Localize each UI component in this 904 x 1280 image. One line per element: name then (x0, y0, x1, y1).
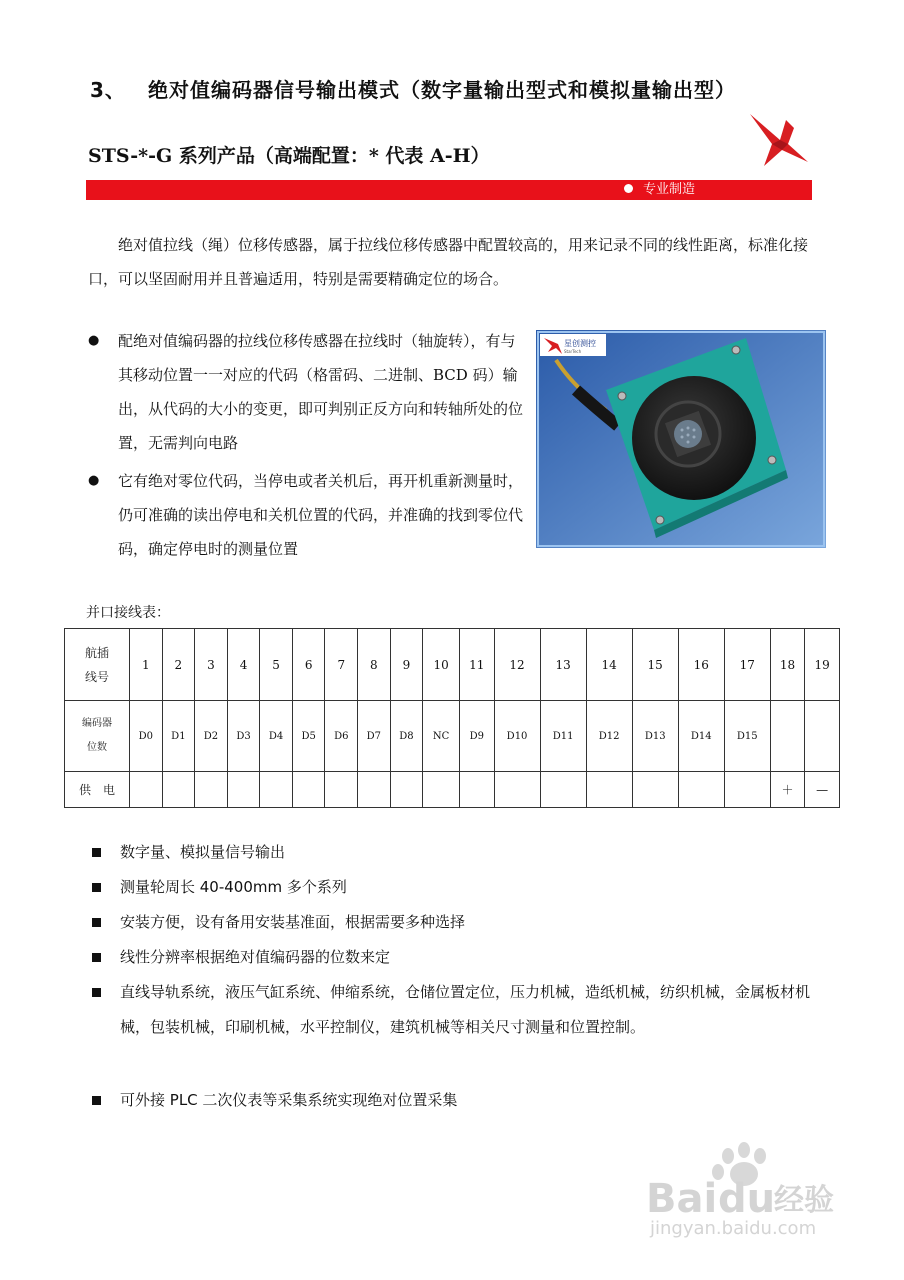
table-cell: D10 (494, 701, 540, 772)
table-cell (423, 772, 460, 808)
star-logo-icon (742, 100, 812, 170)
table-cell: 4 (227, 629, 260, 701)
feature-item (92, 1083, 832, 1118)
header-line: 航插 (84, 645, 109, 660)
table-cell: 13 (540, 629, 586, 701)
product-photo (536, 330, 826, 548)
banner-text: 专业制造 (643, 182, 696, 197)
table-cell (292, 772, 325, 808)
table-cell: D9 (460, 701, 494, 772)
table-cell (390, 772, 423, 808)
table-cell (325, 772, 358, 808)
table-cell (358, 772, 391, 808)
table-cell: 17 (724, 629, 770, 701)
table-cell: D13 (632, 701, 678, 772)
table-row (65, 772, 840, 808)
feature-item (92, 940, 832, 975)
table-caption: 并口接线表： (86, 605, 170, 621)
table-cell: D11 (540, 701, 586, 772)
table-cell: 8 (358, 629, 391, 701)
table-cell (162, 772, 195, 808)
watermark-url: jingyan.baidu.com (650, 1218, 817, 1239)
table-cell: 9 (390, 629, 423, 701)
table-cell (540, 772, 586, 808)
square-bullet-icon (92, 918, 101, 927)
table-cell (724, 772, 770, 808)
table-cell: ＋ (770, 772, 804, 808)
table-cell: D1 (162, 701, 195, 772)
photo-brand-sub: StarTech (564, 349, 582, 354)
section-number: 3、 (90, 78, 126, 102)
square-bullet-icon (92, 1096, 101, 1105)
watermark-cn: 经验 (774, 1183, 834, 1218)
feature-item (92, 870, 832, 905)
baidu-watermark (646, 1142, 856, 1242)
banner-label (624, 180, 695, 200)
bullet-dot-icon (624, 184, 633, 193)
bullet-dot-icon: ● (88, 333, 100, 348)
photo-brand: 星创测控 (564, 339, 596, 348)
table-cell: D14 (678, 701, 724, 772)
banner-bar (86, 180, 812, 200)
table-cell (678, 772, 724, 808)
table-cell: 11 (460, 629, 494, 701)
header-line: 线号 (84, 669, 109, 684)
row-header-encoder-bit (65, 701, 130, 772)
square-bullet-icon (92, 883, 101, 892)
table-cell: 1 (130, 629, 163, 701)
table-cell: 10 (423, 629, 460, 701)
feature-text: 可外接 PLC 二次仪表等采集系统实现绝对位置采集 (120, 1091, 458, 1109)
table-cell: 2 (162, 629, 195, 701)
square-bullet-icon (92, 848, 101, 857)
table-cell: D7 (358, 701, 391, 772)
section-heading (90, 74, 736, 103)
table-cell (494, 772, 540, 808)
table-cell (632, 772, 678, 808)
table-cell: 7 (325, 629, 358, 701)
table-cell: D3 (227, 701, 260, 772)
table-cell: 5 (260, 629, 293, 701)
header-line: 位数 (87, 742, 107, 753)
table-cell: D15 (724, 701, 770, 772)
feature-text: 安装方便，设有备用安装基准面，根据需要多种选择 (120, 913, 466, 931)
table-cell: 12 (494, 629, 540, 701)
table-cell: 16 (678, 629, 724, 701)
table-cell: D8 (390, 701, 423, 772)
row-header-pin-number (65, 629, 130, 701)
feature-text: 线性分辨率根据绝对值编码器的位数来定 (120, 948, 391, 966)
table-cell: D2 (195, 701, 228, 772)
table-cell: 18 (770, 629, 804, 701)
feature-text: 直线导轨系统，液压气缸系统、伸缩系统，仓储位置定位，压力机械，造纸机械，纺织机械，金属板材机械，包装机械，印刷机械，水平控制仪，建筑机械等相关尺寸测量和位置控制。 (120, 983, 811, 1036)
bullet-dot-icon: ● (88, 473, 100, 488)
watermark-brand: Bai (646, 1176, 718, 1222)
feature-item (92, 975, 832, 1045)
table-cell: D6 (325, 701, 358, 772)
list-item (88, 324, 524, 460)
table-row (65, 629, 840, 701)
feature-text: 数字量、模拟量信号输出 (120, 843, 286, 861)
feature-item (92, 835, 832, 870)
table-cell: 15 (632, 629, 678, 701)
list-item-text: 配绝对值编码器的拉线位移传感器在拉线时（轴旋转），有与其移动位置一一对应的代码（格雷码、二进制、BCD 码）输出，从代码的大小的变更，即可判别正反方向和转轴所处的位置，无需判向电路 (118, 332, 524, 452)
table-cell: 19 (805, 629, 840, 701)
pin-wiring-table (64, 628, 840, 808)
table-cell: 14 (586, 629, 632, 701)
table-cell: D12 (586, 701, 632, 772)
table-cell (770, 701, 804, 772)
table-cell: 3 (195, 629, 228, 701)
list-item (88, 464, 524, 566)
intro-paragraph: 绝对值拉线（绳）位移传感器，属于拉线位移传感器中配置较高的，用来记录不同的线性距离，标准化接口，可以坚固耐用并且普遍适用，特别是需要精确定位的场合。 (88, 236, 809, 288)
table-cell (227, 772, 260, 808)
table-cell: D0 (130, 701, 163, 772)
table-cell: — (805, 772, 840, 808)
watermark-brand2: du (718, 1176, 776, 1222)
table-cell (260, 772, 293, 808)
feature-item (92, 905, 832, 940)
feature-text: 测量轮周长 40-400mm 多个系列 (120, 878, 347, 896)
table-cell (460, 772, 494, 808)
list-item-text: 它有绝对零位代码，当停电或者关机后，再开机重新测量时，仍可准确的读出停电和关机位置的代码，并准确的找到零位代码，确定停电时的测量位置 (118, 472, 524, 558)
table-row (65, 701, 840, 772)
row-header-power: 供 电 (65, 772, 130, 808)
table-cell (130, 772, 163, 808)
table-cell: 6 (292, 629, 325, 701)
table-cell: NC (423, 701, 460, 772)
series-title: STS-*-G 系列产品（高端配置：* 代表 A-H） (88, 145, 490, 167)
header-line: 编码器 (82, 718, 112, 729)
section-title: 绝对值编码器信号输出模式（数字量输出型式和模拟量输出型） (148, 78, 736, 102)
table-cell (805, 701, 840, 772)
square-bullet-icon (92, 953, 101, 962)
square-bullet-icon (92, 988, 101, 997)
table-cell: D4 (260, 701, 293, 772)
table-cell (195, 772, 228, 808)
table-cell: D5 (292, 701, 325, 772)
table-cell (586, 772, 632, 808)
